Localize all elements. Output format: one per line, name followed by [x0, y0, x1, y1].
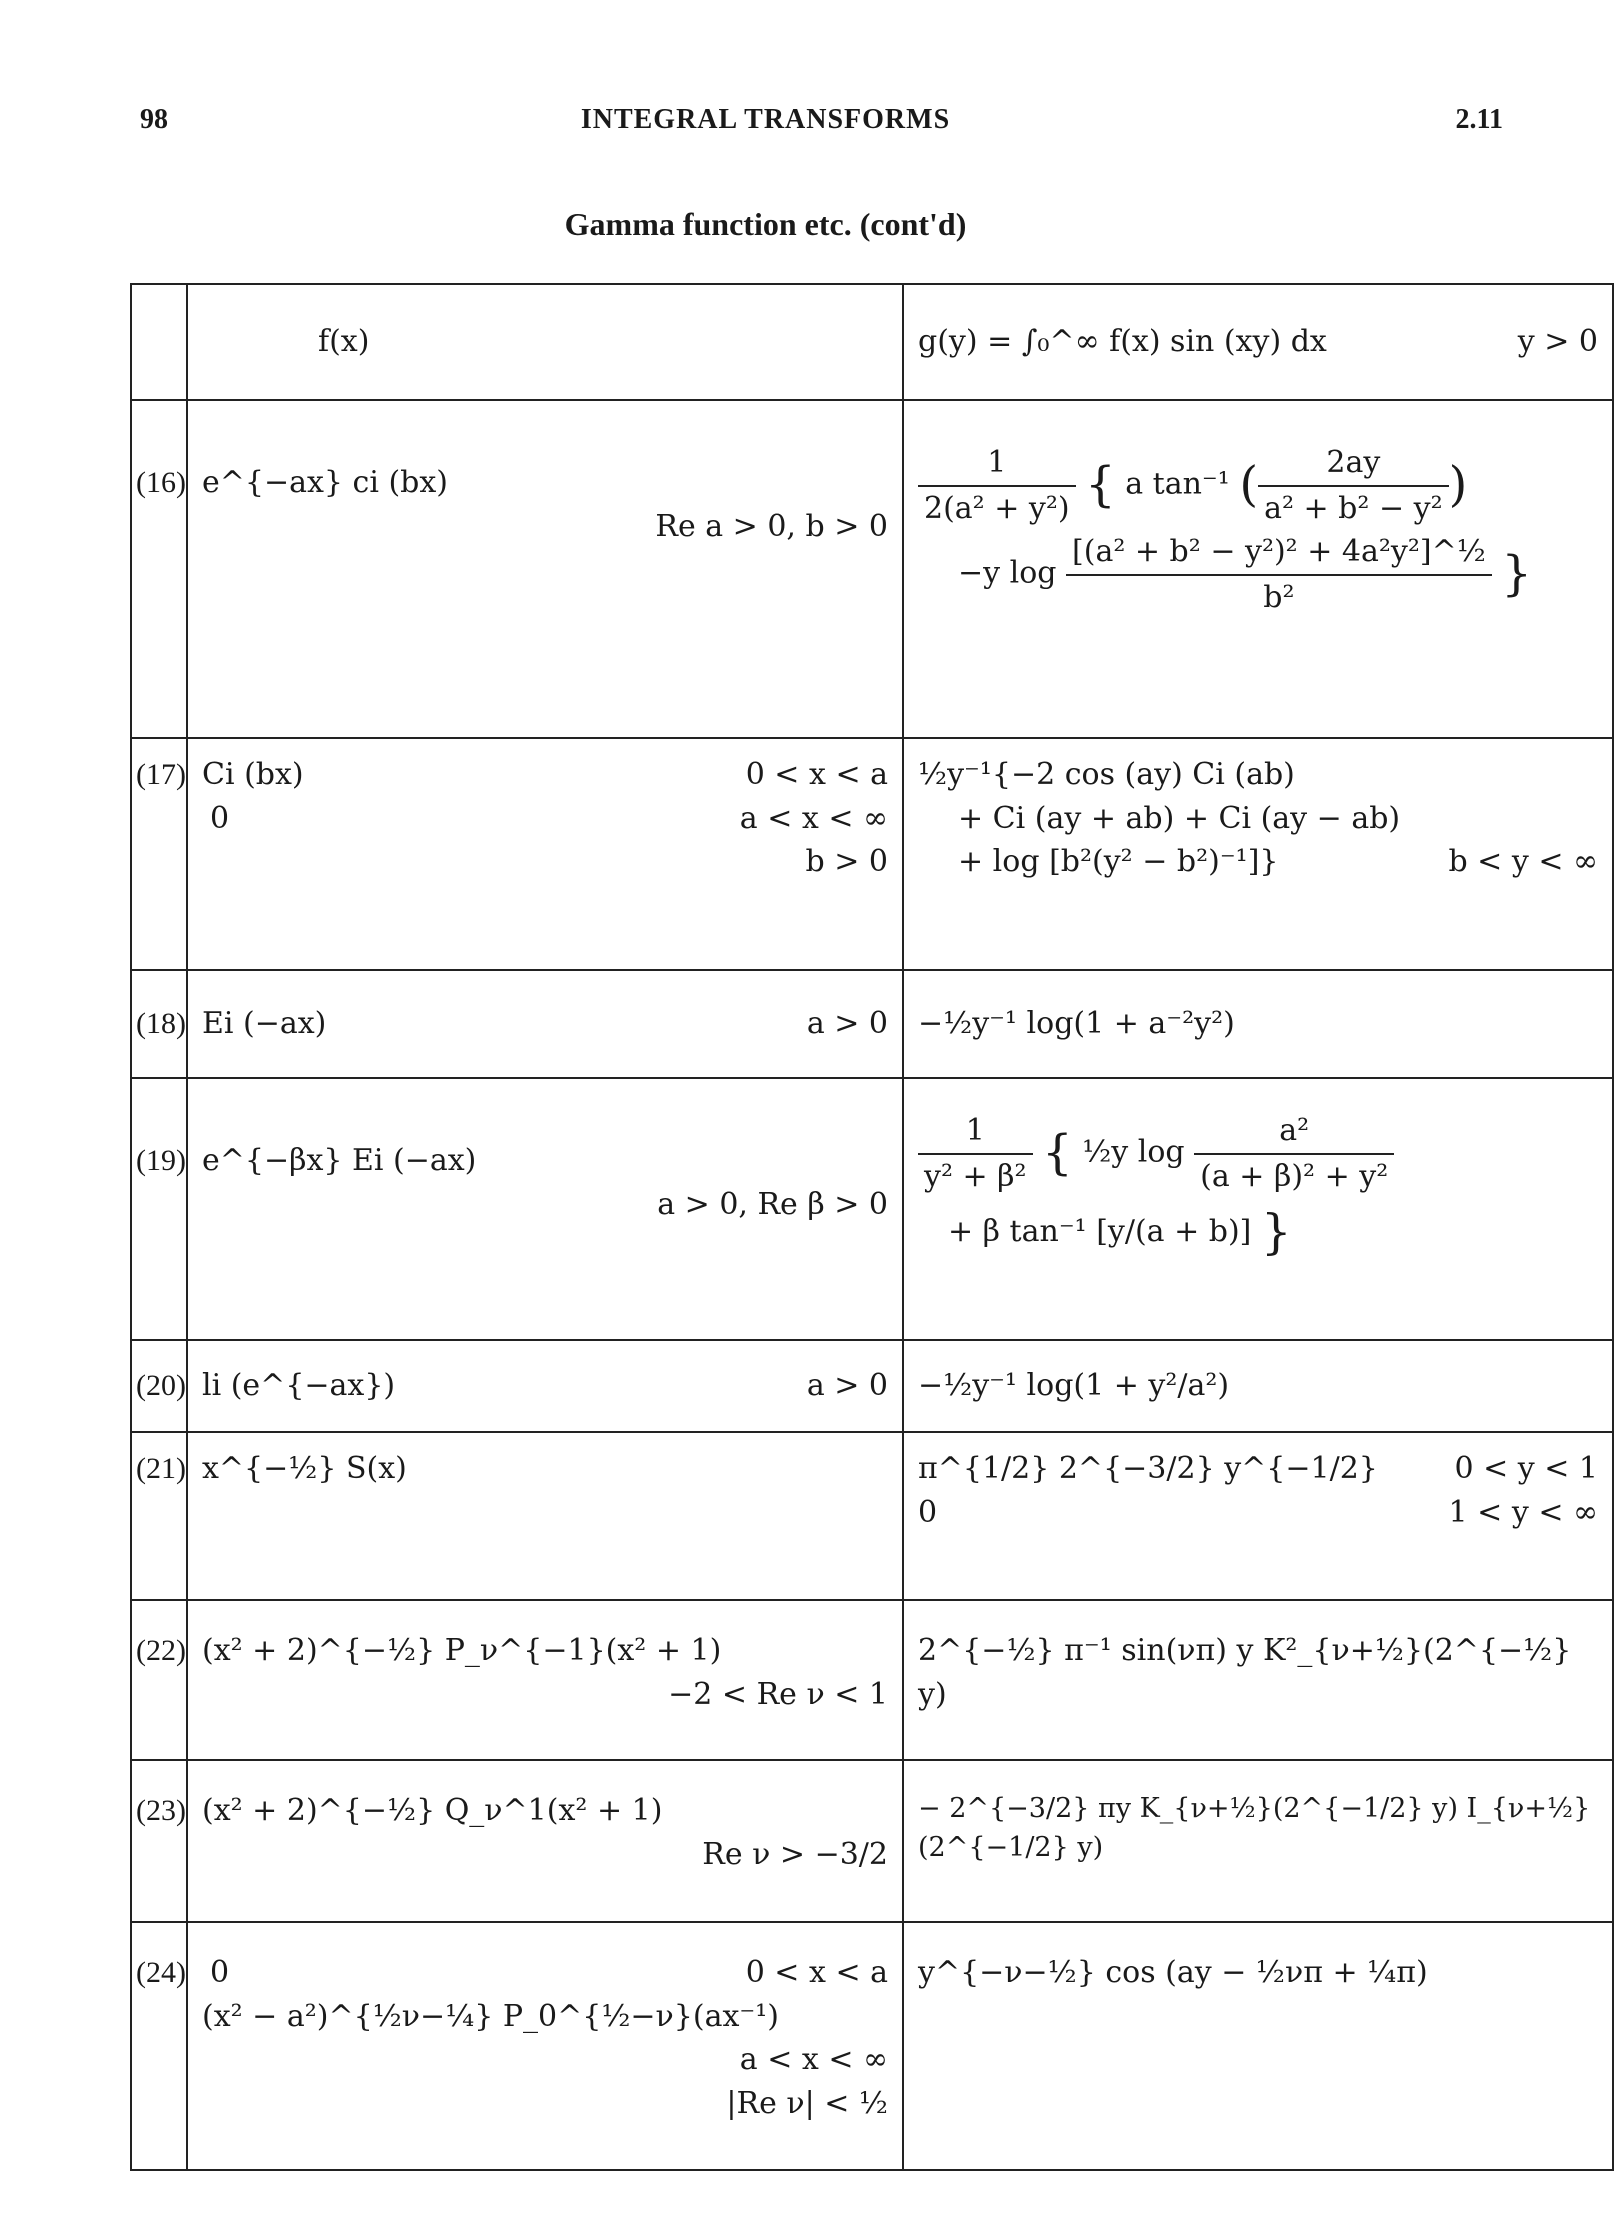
table-row [131, 1432, 1613, 1600]
table-header-row [131, 284, 1613, 400]
fraction-numerator: a² [1194, 1109, 1394, 1155]
transform-condition: 0 < y < 1 [1454, 1451, 1598, 1486]
entry-number: (24) [131, 1922, 187, 2170]
entry-function: 0 [210, 1955, 230, 1990]
column-header-fx: f(x) [187, 284, 903, 400]
entry-condition: a > 0 [806, 1006, 888, 1042]
transform-term: a tan⁻¹ [1125, 466, 1230, 502]
entry-condition: 0 < x < a [745, 1955, 888, 1990]
fraction-numerator: 1 [918, 1109, 1033, 1155]
transform-line: y^{−ν−½} cos (ay − ½νπ + ¼π) [903, 1922, 1613, 2170]
fraction-numerator: 2ay [1258, 441, 1449, 487]
transform-term: ½y log [1082, 1134, 1185, 1170]
fraction-denominator: b² [1263, 579, 1295, 615]
entry-function: (x² + 2)^{−½} P_ν^{−1}(x² + 1) [202, 1633, 722, 1668]
entry-function: (x² − a²)^{½ν−¼} P_0^{½−ν}(ax⁻¹) [202, 1998, 779, 2034]
transform-line: −½y⁻¹ log(1 + y²/a²) [903, 1340, 1613, 1432]
entry-condition: b > 0 [805, 844, 888, 879]
entry-number: (23) [131, 1760, 187, 1922]
entry-function: Ci (bx) [202, 757, 304, 792]
entry-function: e^{−ax} ci (bx) [202, 465, 449, 500]
entry-condition: 0 < x < a [745, 757, 888, 792]
transform-line: ½y⁻¹{−2 cos (ay) Ci (ab) [918, 757, 1295, 792]
section-number: 2.11 [1455, 104, 1503, 135]
table-row [131, 1760, 1613, 1922]
entry-function: 0 [210, 800, 230, 836]
transform-line: + Ci (ay + ab) + Ci (ay − ab) [958, 800, 1401, 836]
transform-line: 2^{−½} π⁻¹ sin(νπ) y K²_{ν+½}(2^{−½} y) [903, 1600, 1613, 1760]
table-row [131, 1600, 1613, 1760]
fraction-numerator: 1 [918, 441, 1076, 487]
transform-line: + log [b²(y² − b²)⁻¹]} [958, 844, 1279, 879]
column-header-gy: g(y) = ∫₀^∞ f(x) sin (xy) dx [918, 324, 1327, 360]
column-header-condition: y > 0 [1517, 324, 1598, 360]
table-row [131, 970, 1613, 1078]
entry-number: (18) [131, 970, 187, 1078]
transform-line: − 2^{−3/2} πy K_{ν+½}(2^{−1/2} y) I_{ν+½}(2^{−1/2} y) [903, 1760, 1613, 1922]
transform-line: 0 [918, 1494, 938, 1530]
entry-condition: Re a > 0, b > 0 [655, 508, 888, 544]
entry-function: x^{−½} S(x) [187, 1432, 903, 1600]
entry-condition: a < x < ∞ [739, 2042, 888, 2077]
fraction-numerator: [(a² + b² − y²)² + 4a²y²]^½ [1066, 530, 1492, 576]
entry-condition: Re ν > −3/2 [702, 1836, 888, 1872]
entry-number: (20) [131, 1340, 187, 1432]
transform-table [130, 283, 1614, 2171]
fraction-denominator: y² + β² [924, 1158, 1027, 1194]
entry-condition: a > 0 [806, 1368, 888, 1404]
transform-line: −½y⁻¹ log(1 + a⁻²y²) [903, 970, 1613, 1078]
fraction-denominator: 2(a² + y²) [924, 490, 1070, 526]
entry-function: Ei (−ax) [202, 1006, 327, 1042]
entry-number: (21) [131, 1432, 187, 1600]
fraction-denominator: a² + b² − y² [1264, 490, 1443, 526]
entry-number: (16) [131, 400, 187, 738]
transform-line: + β tan⁻¹ [y/(a + b)] [948, 1213, 1252, 1249]
entry-number: (19) [131, 1078, 187, 1340]
entry-condition: a < x < ∞ [739, 800, 888, 836]
entry-function: e^{−βx} Ei (−ax) [202, 1143, 477, 1178]
entry-condition: |Re ν| < ½ [726, 2085, 888, 2121]
table-title: Gamma function etc. (cont'd) [564, 206, 967, 242]
entry-condition: a > 0, Re β > 0 [657, 1186, 888, 1222]
fraction-denominator: (a + β)² + y² [1200, 1158, 1389, 1194]
table-row [131, 1340, 1613, 1432]
page-number: 98 [140, 104, 168, 135]
entry-number: (17) [131, 738, 187, 970]
table-row: (19) e^{−βx} Ei (−ax) a > 0, Re β > 0 $\frac{1}{\text{y² + β²}}$ { ½y log $\frac{\text{a²}}{\text{(a + β)² + y²}}$ + β tan⁻¹ [y/(a + b)] } [131, 1078, 1613, 1340]
transform-line: π^{1/2} 2^{−3/2} y^{−1/2} [918, 1451, 1378, 1486]
transform-condition: b < y < ∞ [1448, 844, 1598, 879]
entry-number: (22) [131, 1600, 187, 1760]
entry-function: (x² + 2)^{−½} Q_ν^1(x² + 1) [202, 1793, 663, 1828]
entry-condition: −2 < Re ν < 1 [668, 1676, 888, 1712]
table-row: (16) e^{−ax} ci (bx) Re a > 0, b > 0 $\frac{1}{\text{2(a² + y²)}}$ { a tan⁻¹ ( $\frac{2ay}{\text{a² + b² − y²}}$ ) −y log $\frac{\text{[(a² + b² − y²)² + 4a²y²]\textasciicircum{}½}}{\text{b²}}$ } [131, 400, 1613, 738]
transform-condition: 1 < y < ∞ [1448, 1494, 1598, 1530]
transform-term: −y log [958, 555, 1057, 591]
entry-function: li (e^{−ax}) [202, 1368, 396, 1404]
running-title: INTEGRAL TRANSFORMS [580, 104, 951, 135]
table-row [131, 738, 1613, 970]
table-row [131, 1922, 1613, 2170]
